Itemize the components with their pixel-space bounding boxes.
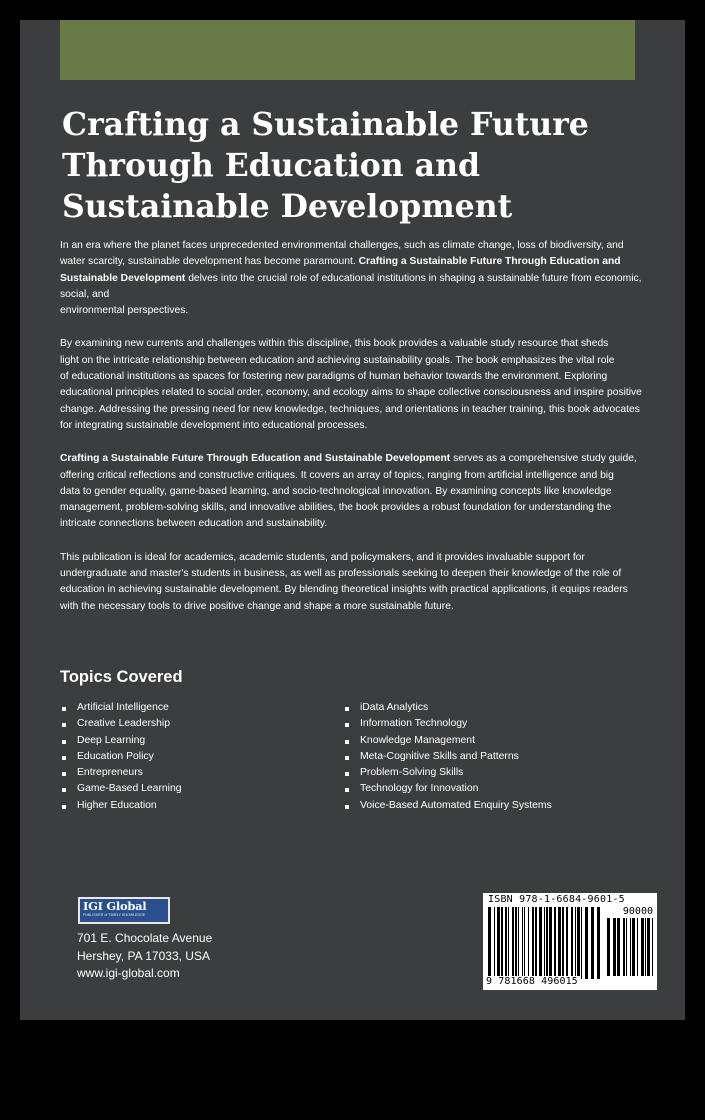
text-line (60, 451, 674, 467)
text-line: This publication is ideal for academics, academic students, and policymakers, and it provides invaluable support for (60, 551, 585, 563)
text-line: management, problem-solving skills, and innovative abilities, the book provides a robust foundation for understanding the (60, 502, 612, 514)
barcode-bar (539, 907, 542, 979)
text-line: for integrating sustainable development into educational processes. (60, 419, 368, 431)
text-line: of educational institutions as spaces for fostering new paradigms of human behavior towards the environment. Exploring (60, 371, 608, 383)
barcode-bar (488, 907, 491, 979)
topics-list-left (60, 700, 182, 814)
barcode-bar (571, 907, 573, 979)
topic-item: Creative Leadership (60, 716, 182, 732)
barcode-bar (623, 918, 625, 976)
barcode-bar (505, 907, 507, 979)
topic-item: Education Policy (60, 749, 182, 765)
barcode-bar (645, 918, 646, 976)
topics-heading: Topics Covered (60, 668, 183, 686)
text-line: change. Addressing the pressing need for new knowledge, techniques, and orientations in teacher training, this book advocates (60, 403, 640, 415)
barcode-bar (630, 918, 631, 976)
topic-item: Voice-Based Automated Enquiry Systems (343, 798, 552, 814)
bold-title-run: Crafting a Sustainable Future Through Education and (358, 256, 621, 268)
barcode-bar (575, 907, 576, 979)
title-line: Crafting a Sustainable Future (62, 106, 589, 143)
text-line: undergraduate and master's students in business, as well as professionals seeking to deepen their knowledge of the role of (60, 568, 622, 580)
ean-barcode-bars (488, 907, 600, 979)
barcode-bar (494, 907, 495, 979)
barcode-bar (522, 907, 523, 979)
topic-item: Higher Education (60, 798, 182, 814)
topic-item: Problem-Solving Skills (343, 765, 552, 781)
barcode-bar (528, 907, 529, 979)
address-city: Hershey, PA 17033, USA (77, 948, 210, 963)
text-line (60, 254, 674, 270)
barcode-bar (591, 907, 594, 979)
text-run: water scarcity, sustainable development has become paramount. (60, 256, 356, 268)
addon-barcode-bars (607, 918, 653, 976)
barcode-bar (577, 907, 580, 979)
barcode-bar (617, 918, 620, 976)
price-code: 90000 (622, 906, 653, 917)
topic-item: Deep Learning (60, 733, 182, 749)
barcode-bar (632, 918, 635, 976)
topic-item: Knowledge Management (343, 733, 552, 749)
logo-tagline: PUBLISHER of TIMELY KNOWLEDGE (83, 913, 146, 917)
description-paragraph-1 (60, 238, 674, 319)
text-line: social, and (60, 288, 110, 300)
barcode-bar (508, 907, 509, 979)
barcode-bar (512, 907, 514, 979)
barcode-bar (558, 907, 561, 979)
topic-item: Game-Based Learning (60, 781, 182, 797)
text-line: By examining new currents and challenges within this discipline, this book provides a valuable study resource that sheds (60, 338, 609, 350)
text-line: environmental perspectives. (60, 305, 189, 317)
barcode-bar (652, 918, 653, 976)
text-line: In an era where the planet faces unprecedented environmental challenges, such as climate change, loss of biodiversity, and (60, 240, 624, 251)
barcode-bar (532, 907, 534, 979)
bold-title-run: Sustainable Development (60, 272, 186, 284)
book-title (62, 104, 662, 227)
text-line: light on the intricate relationship between education and achieving sustainability goals. The book emphasizes the vital role (60, 354, 615, 366)
bold-title-run: Crafting a Sustainable Future Through Education and Sustainable Development (60, 453, 451, 465)
barcode-bar (562, 907, 564, 979)
igi-global-logo (78, 897, 170, 924)
isbn-barcode (483, 893, 657, 990)
topic-item: Entrepreneurs (60, 765, 182, 781)
logo-name: IGI Global (83, 899, 147, 913)
text-line: educational principles related to social order, economy, and ecology aims to shape collective consciousness and inspire positive (60, 387, 642, 399)
barcode-bar (607, 918, 610, 976)
text-line: intricate connections between education and sustainability. (60, 518, 328, 530)
top-color-band (60, 20, 635, 80)
barcode-bar (554, 907, 556, 979)
text-line: with the necessary tools to drive positive change and shape a more sustainable future. (60, 600, 454, 612)
isbn-number: ISBN 978-1-6684-9601-5 (488, 894, 625, 905)
barcode-bar (637, 918, 638, 976)
topic-item: Meta-Cognitive Skills and Patterns (343, 749, 552, 765)
topics-list-right (343, 700, 552, 814)
text-line (60, 271, 674, 287)
text-line: data to gender equality, game-based learning, and socio-technological innovation. By examining concepts like knowledge (60, 485, 612, 497)
description-paragraph-2 (60, 336, 674, 434)
title-line: Through Education and (62, 147, 481, 184)
barcode-bar (626, 918, 627, 976)
publisher-website: www.igi-global.com (77, 966, 180, 980)
topic-item: Artificial Intelligence (60, 700, 182, 716)
barcode-bar (566, 907, 568, 979)
text-line: education in achieving sustainable development. By blending theoretical insights with practical applications, it equips readers (60, 584, 628, 596)
title-line: Sustainable Development (62, 188, 513, 225)
topic-item: iData Analytics (343, 700, 552, 716)
text-run: delves into the crucial role of educational institutions in shaping a sustainable future from economic, (188, 272, 642, 284)
barcode-bar (585, 907, 588, 979)
barcode-bar (546, 907, 548, 979)
barcode-bar (597, 907, 600, 979)
barcode-bar (647, 918, 650, 976)
topic-item: Information Technology (343, 716, 552, 732)
barcode-bar (544, 907, 545, 979)
text-run: serves as a comprehensive study guide, (453, 453, 637, 465)
barcode-bar (515, 907, 517, 979)
ean-number: 9 781668 496015 (486, 976, 578, 987)
barcode-bar (581, 907, 582, 979)
barcode-bar (524, 907, 525, 979)
text-line: offering critical reflections and constructive critiques. It covers an array of topics, ranging from artificial intelligence and big (60, 469, 614, 481)
book-back-cover (20, 20, 685, 1020)
barcode-bar (501, 907, 503, 979)
barcode-bar (641, 918, 644, 976)
publisher-address (77, 930, 212, 983)
address-street: 701 E. Chocolate Avenue (77, 931, 213, 945)
description-paragraph-3 (60, 451, 674, 532)
barcode-bar (518, 907, 519, 979)
topic-item: Technology for Innovation (343, 781, 552, 797)
barcode-bar (613, 918, 616, 976)
barcode-bar (497, 907, 500, 979)
barcode-bar (535, 907, 537, 979)
barcode-bar (549, 907, 552, 979)
book-description (60, 238, 674, 632)
description-paragraph-4 (60, 550, 674, 615)
